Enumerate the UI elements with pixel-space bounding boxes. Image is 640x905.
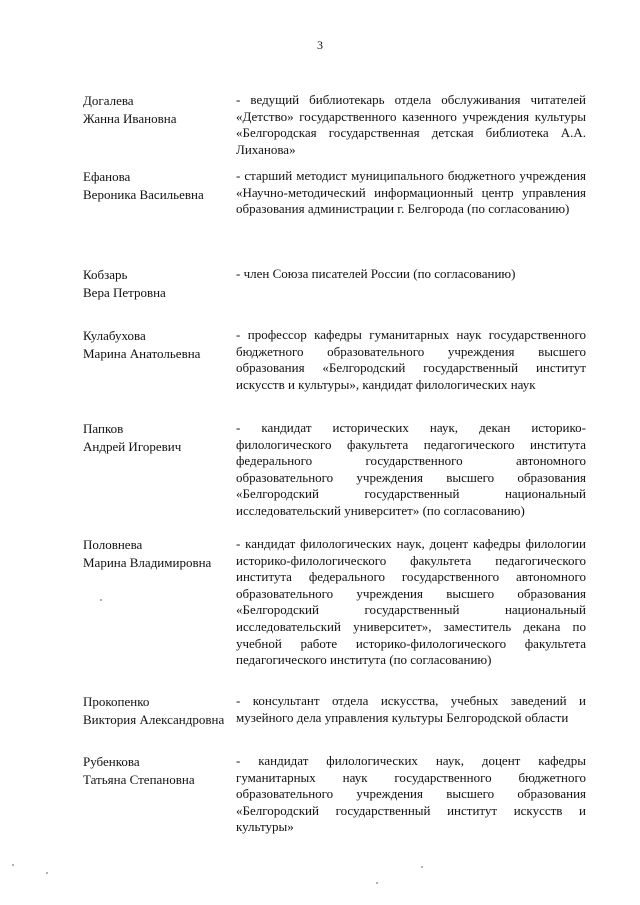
member-description: - консультант отдела искусства, учебных заведений и музейного дела управления культуры Белгородской области — [236, 693, 586, 725]
scan-speck — [100, 599, 102, 601]
given-names: Вероника Васильевна — [83, 187, 204, 202]
member-name — [83, 420, 228, 456]
surname: Догалева — [83, 93, 134, 108]
surname: Кобзарь — [83, 267, 128, 282]
member-description: - кандидат филологических наук, доцент кафедры гуманитарных наук государственного бюджетного образовательного учреждения высшего образования «Белгородский государственный институт искусств и культуры» — [236, 753, 586, 835]
given-names: Жанна Ивановна — [83, 111, 177, 126]
given-names: Марина Владимировна — [83, 555, 212, 570]
member-name — [83, 266, 228, 302]
surname: Половнева — [83, 537, 143, 552]
member-description: - профессор кафедры гуманитарных наук государственного бюджетного образовательного учреждения высшего образования «Белгородский государственный институт искусств и культуры», кандидат филологических наук — [236, 327, 586, 392]
member-description: - член Союза писателей России (по согласованию) — [236, 266, 516, 281]
given-names: Татьяна Степановна — [83, 772, 195, 787]
given-names: Вера Петровна — [83, 285, 166, 300]
member-name — [83, 753, 228, 789]
member-description: - ведущий библиотекарь отдела обслуживания читателей «Детство» государственного казенного учреждения культуры «Белгородская государственная детская библиотека А.А. Лиханова» — [236, 92, 586, 157]
surname: Рубенкова — [83, 754, 140, 769]
member-description: - кандидат исторических наук, декан историко-филологического факультета педагогического института федерального государственного автономного образовательного учреждения высшего образования «Белгородский государственный национальный исследовательский университет» (по согласованию) — [236, 420, 586, 518]
member-name — [83, 536, 228, 572]
member-name — [83, 92, 228, 128]
member-name — [83, 168, 228, 204]
given-names: Виктория Александровна — [83, 712, 225, 727]
given-names: Андрей Игоревич — [83, 439, 182, 454]
scan-speck — [12, 864, 14, 866]
member-name — [83, 693, 228, 729]
given-names: Марина Анатольевна — [83, 346, 201, 361]
surname: Прокопенко — [83, 694, 150, 709]
surname: Ефанова — [83, 169, 131, 184]
scan-speck — [46, 872, 48, 874]
member-name — [83, 327, 228, 363]
surname: Кулабухова — [83, 328, 146, 343]
member-description: - старший методист муниципального бюджетного учреждения «Научно-методический информационный центр управления образования администрации г. Белгорода (по согласованию) — [236, 168, 586, 217]
page-number: 3 — [317, 38, 323, 52]
scan-speck — [376, 882, 378, 884]
surname: Папков — [83, 421, 124, 436]
member-description: - кандидат филологических наук, доцент кафедры филологии историко-филологического факультета педагогического института федерального государственного автономного образовательного учреждения высшего образования «Белгородский государственный национальный исследовательский университет», заместитель декана по учебной работе историко-филологического факультета педагогического института (по согласованию) — [236, 536, 586, 668]
scan-speck — [421, 866, 423, 868]
